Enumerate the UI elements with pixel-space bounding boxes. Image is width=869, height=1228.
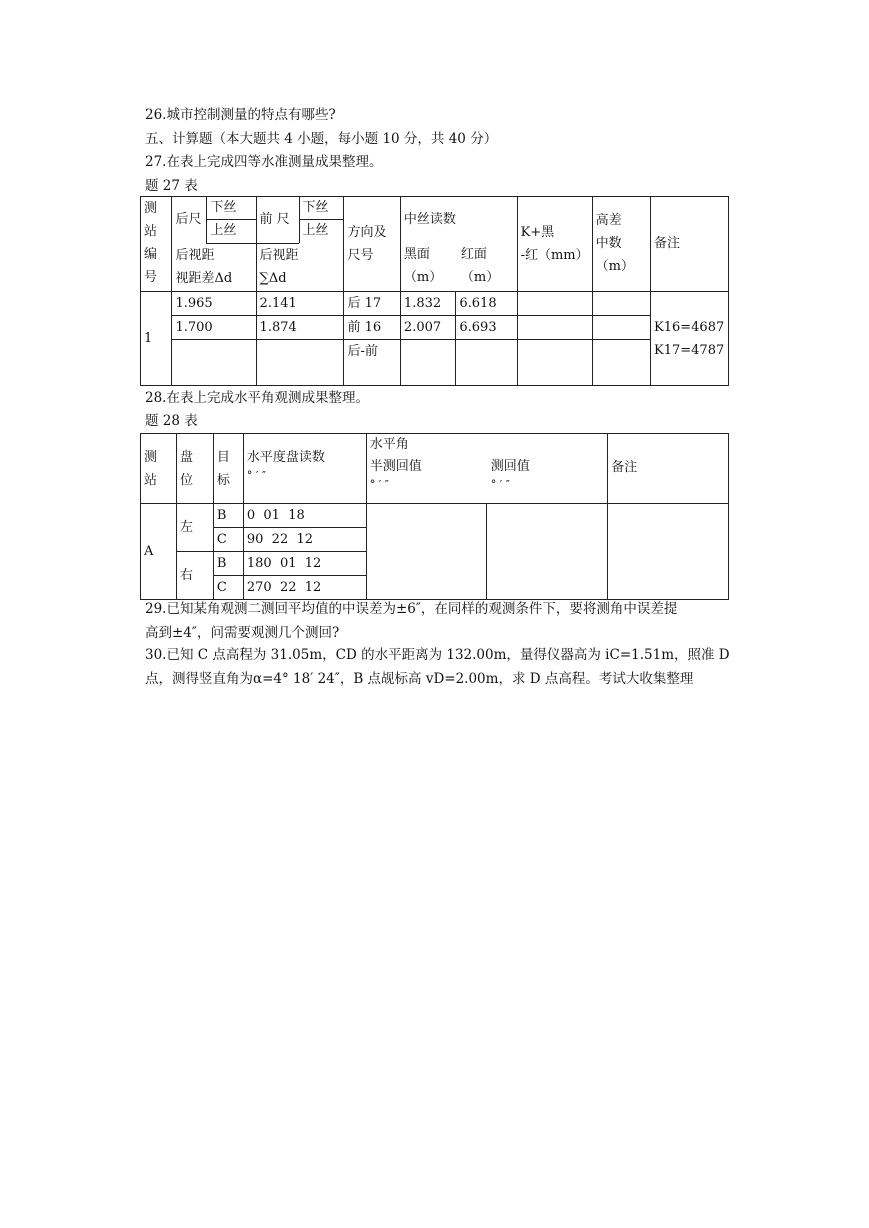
header-direction [344, 197, 400, 292]
table-28 [140, 433, 729, 600]
note-value [608, 504, 729, 600]
question-26: 26.城市控制测量的特点有哪些? [145, 107, 336, 123]
header-back-label: 后尺 [175, 212, 202, 227]
header-distance-diff: 视距差Δd [175, 271, 233, 286]
table-row [141, 504, 729, 528]
header-half-round [370, 456, 422, 492]
header-reading-units: ° ′ ″ [246, 469, 266, 482]
header-face [176, 434, 213, 504]
header-back-xiasi: 下丝 [206, 197, 255, 220]
cell-front: 1.874 [256, 316, 344, 340]
target-c: C [213, 576, 243, 600]
note-k17: K17=4787 [654, 342, 725, 358]
header-mid-reading-label: 中丝读数 [403, 212, 456, 227]
table-row [141, 340, 729, 386]
header-target-char: 目 [216, 450, 230, 465]
header-front-ruler [256, 197, 344, 292]
header-station-char: 测 [144, 450, 158, 465]
header-front-xiasi: 下丝 [299, 197, 344, 220]
header-diff-line: （m） [595, 259, 634, 274]
header-black-line: 黑面 [403, 247, 430, 262]
cell-red: 6.693 [456, 316, 517, 340]
header-back-distance: 后视距 [175, 248, 215, 263]
cell-direction: 后 17 [344, 292, 400, 316]
question-29-line1: 29.已知某角观测二测回平均值的中误差为±6″，在同样的观测条件下，要将测角中误差提 [145, 601, 678, 617]
header-half-units: ° ′ ″ [369, 478, 389, 491]
header-height-diff [592, 197, 650, 292]
target-b: B [213, 504, 243, 528]
station-number: 1 [141, 292, 172, 386]
header-station [141, 197, 172, 292]
header-red-line: （m） [460, 270, 500, 285]
header-full-label: 测回值 [490, 459, 530, 474]
header-half-label: 半测回值 [369, 459, 422, 474]
cell-back: 1.700 [172, 316, 256, 340]
face-left: 左 [176, 504, 213, 552]
cell-front [256, 340, 344, 386]
question-27: 27.在表上完成四等水准测量成果整理。 [145, 154, 383, 170]
header-black-line: （m） [403, 270, 443, 285]
header-station [141, 434, 177, 504]
question-30-line1: 30.已知 C 点高程为 31.05m，CD 的水平距离为 132.00m，量得仪器高为 iC=1.51m，照准 D [145, 647, 730, 663]
table-row [141, 316, 729, 340]
reading-cell: 180 01 12 [243, 552, 366, 576]
header-full-units: ° ′ ″ [490, 478, 510, 491]
header-back-ruler [172, 197, 256, 292]
cell-black: 1.832 [400, 292, 455, 316]
full-round-value [487, 504, 608, 600]
cell-direction: 后-前 [344, 340, 400, 386]
reading-cell: 90 22 12 [243, 528, 366, 552]
target-c: C [213, 528, 243, 552]
cell-note [651, 292, 729, 386]
cell-back [172, 340, 256, 386]
header-diff-line: 高差 [595, 213, 622, 228]
cell-k-black-red [517, 292, 592, 316]
header-face-char: 盘 [179, 450, 193, 465]
header-horizontal-angle [366, 434, 607, 504]
header-reading-line: 水平度盘读数 [246, 450, 325, 465]
reading-cell: 0 01 18 [243, 504, 366, 528]
question-30-line2: 点，测得竖直角为α=4° 18′ 24″，B 点觇标高 vD=2.00m，求 D 点高程。考试大收集整理 [145, 671, 694, 687]
question-29-line2: 高到±4″，问需要观测几个测回? [145, 625, 340, 641]
header-front-distance: 后视距 [259, 248, 299, 263]
header-back-shangsi: 上丝 [206, 220, 255, 244]
header-face-char: 位 [179, 473, 193, 488]
cell-black: 2.007 [400, 316, 455, 340]
header-sum-distance-diff: ∑Δd [259, 271, 287, 286]
header-red-line: 红面 [460, 247, 487, 262]
header-angle-label: 水平角 [369, 437, 409, 452]
table-27-caption: 题 27 表 [145, 178, 198, 194]
header-k-line: -红（mm） [520, 248, 589, 263]
cell-back: 1.965 [172, 292, 256, 316]
header-circle-reading [243, 434, 366, 504]
header-station-char: 站 [144, 473, 158, 488]
header-black-face [401, 243, 460, 289]
header-k-line: K+黑 [520, 225, 555, 240]
header-front-shangsi: 上丝 [299, 220, 344, 243]
header-note: 备注 [651, 197, 729, 292]
cell-black [400, 340, 455, 386]
question-28: 28.在表上完成水平角观测成果整理。 [145, 390, 369, 406]
header-red-face [458, 243, 517, 289]
cell-red [456, 340, 517, 386]
section-heading: 五、计算题（本大题共 4 小题，每小题 10 分，共 40 分） [145, 131, 498, 147]
header-station-char: 测 [144, 201, 158, 216]
header-station-char: 站 [144, 224, 158, 239]
header-direction-line: 尺号 [347, 248, 374, 263]
cell-front: 2.141 [256, 292, 344, 316]
header-direction-line: 方向及 [347, 225, 387, 240]
cell-height-diff [592, 340, 650, 386]
station-a: A [141, 504, 177, 600]
cell-height-diff [592, 316, 650, 340]
table-27 [140, 196, 729, 386]
table-28-caption: 题 28 表 [145, 413, 198, 429]
header-station-char: 号 [144, 270, 158, 285]
target-b: B [213, 552, 243, 576]
cell-k-black-red [517, 316, 592, 340]
table-28-header-row [141, 434, 729, 504]
header-front-label: 前 尺 [259, 212, 290, 227]
header-target [213, 434, 243, 504]
reading-cell: 270 22 12 [243, 576, 366, 600]
header-full-round [491, 456, 530, 492]
cell-height-diff [592, 292, 650, 316]
note-k16: K16=4687 [654, 319, 725, 335]
header-diff-line: 中数 [595, 236, 622, 251]
cell-red: 6.618 [456, 292, 517, 316]
header-mid-reading [400, 197, 517, 292]
table-27-header-row [141, 197, 729, 292]
table-row [141, 292, 729, 316]
header-note: 备注 [608, 434, 729, 504]
cell-k-black-red [517, 340, 592, 386]
half-round-value [366, 504, 487, 600]
header-station-char: 编 [144, 247, 158, 262]
header-target-char: 标 [216, 473, 230, 488]
cell-direction: 前 16 [344, 316, 400, 340]
header-k-black-red [517, 197, 592, 292]
face-right: 右 [176, 552, 213, 600]
